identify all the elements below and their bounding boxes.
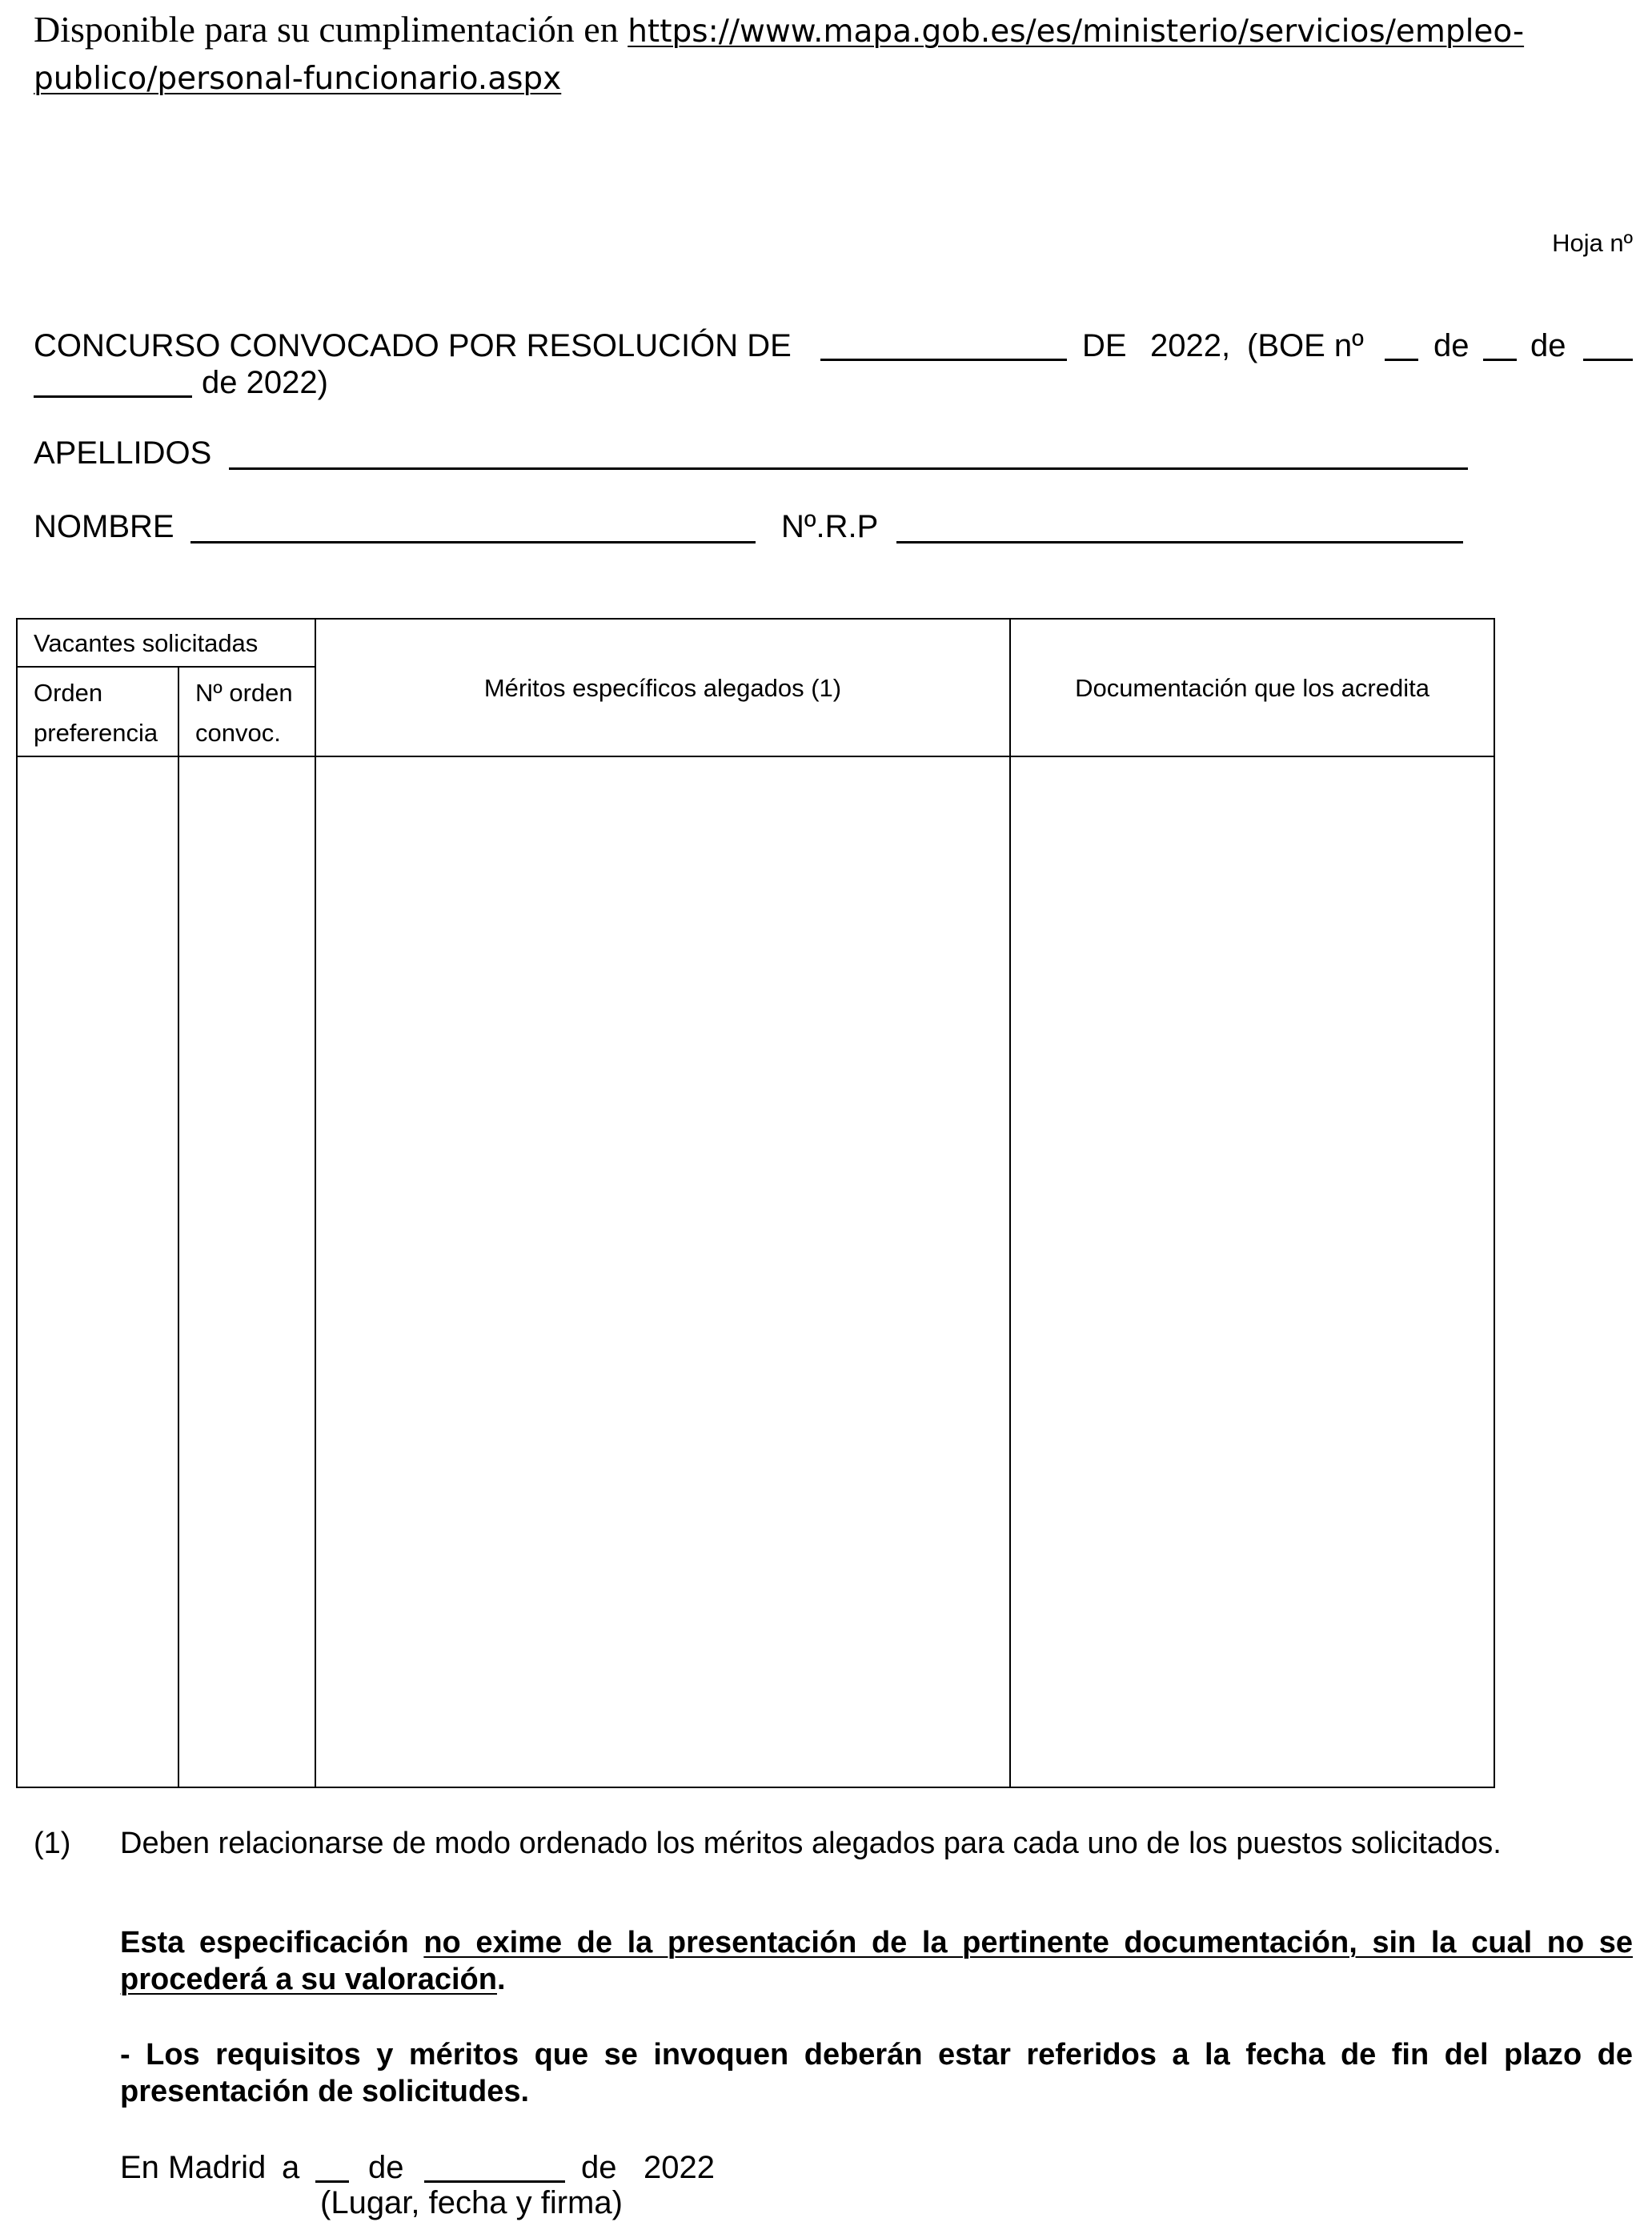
signature-place: En Madrid bbox=[120, 2150, 267, 2185]
col-orden-header-2: preferencia bbox=[34, 719, 158, 747]
footnote-text: Deben relacionarse de modo ordenado los méritos alegados para cada uno de los puestos solicitados. bbox=[120, 1827, 1502, 1860]
boe-de-label: de bbox=[1433, 328, 1470, 363]
vacantes-divider bbox=[16, 666, 315, 668]
signature-de-2: de bbox=[581, 2150, 617, 2185]
resolution-date-field[interactable] bbox=[820, 359, 1067, 361]
boe-number-field[interactable] bbox=[1385, 359, 1418, 361]
table-border-top bbox=[16, 618, 1495, 620]
spec-end: . bbox=[496, 1963, 506, 1996]
nombre-field[interactable] bbox=[190, 541, 756, 543]
signature-a: a bbox=[282, 2150, 300, 2185]
form-url-link-continued[interactable]: publico/personal-funcionario.aspx bbox=[34, 61, 562, 97]
availability-line bbox=[34, 6, 1524, 55]
table-border-right bbox=[1494, 618, 1495, 1788]
concurso-label: CONCURSO CONVOCADO POR RESOLUCIÓN DE bbox=[34, 328, 792, 363]
apellidos-label: APELLIDOS bbox=[34, 435, 212, 471]
apellidos-field[interactable] bbox=[229, 467, 1468, 470]
col-meritos-header: Méritos específicos alegados (1) bbox=[483, 674, 842, 702]
signature-de-1: de bbox=[368, 2150, 404, 2185]
vacantes-header: Vacantes solicitadas bbox=[34, 629, 259, 657]
boe-month-field[interactable] bbox=[1583, 359, 1633, 361]
boe-de-label-2: de bbox=[1530, 328, 1566, 363]
col-orden-header: Orden bbox=[34, 679, 103, 707]
nrp-label: Nº.R.P bbox=[781, 509, 879, 544]
signature-day-field[interactable] bbox=[315, 2180, 349, 2183]
concurso-year: 2022, bbox=[1150, 328, 1231, 363]
boe-label: (BOE nº bbox=[1247, 328, 1364, 363]
specification-note bbox=[120, 1924, 1633, 1998]
requisitos-note: - Los requisitos y méritos que se invoquen deberán estar referidos a la fecha de fin del plazo de presentación de solicitudes. bbox=[120, 2038, 1633, 2108]
spec-underlined-2: procederá a su valoración bbox=[120, 1963, 497, 1996]
documentacion-cell[interactable] bbox=[1011, 757, 1494, 1787]
meritos-cell[interactable] bbox=[316, 757, 1009, 1787]
footnote-marker: (1) bbox=[34, 1827, 71, 1860]
form-url-link[interactable]: https://www.mapa.gob.es/es/ministerio/servicios/empleo- bbox=[628, 14, 1525, 50]
col-norden-header: Nº orden bbox=[195, 679, 293, 707]
spec-underlined-1: no exime de la presentación de la pertinente documentación, sin la cual no se bbox=[423, 1926, 1634, 1959]
nombre-label: NOMBRE bbox=[34, 509, 174, 544]
concurso-year-suffix: de 2022) bbox=[202, 365, 328, 400]
orden-preferencia-cell[interactable] bbox=[18, 757, 178, 1787]
availability-text: Disponible para su cumplimentación en bbox=[34, 9, 619, 50]
nrp-field[interactable] bbox=[896, 541, 1463, 543]
col-documentacion-header: Documentación que los acredita bbox=[1075, 674, 1429, 702]
signature-year: 2022 bbox=[644, 2150, 715, 2185]
signature-month-field[interactable] bbox=[424, 2180, 565, 2183]
n-orden-convoc-cell[interactable] bbox=[179, 757, 315, 1787]
sheet-number-label: Hoja nº bbox=[1552, 229, 1633, 257]
boe-day-field[interactable] bbox=[1483, 359, 1517, 361]
signature-caption: (Lugar, fecha y firma) bbox=[320, 2185, 623, 2220]
boe-month-field-continued[interactable] bbox=[34, 395, 192, 398]
col-norden-header-2: convoc. bbox=[195, 719, 281, 747]
table-border-bottom bbox=[16, 1787, 1495, 1788]
spec-prefix: Esta especificación bbox=[120, 1926, 409, 1959]
concurso-de-label: DE bbox=[1082, 328, 1127, 363]
